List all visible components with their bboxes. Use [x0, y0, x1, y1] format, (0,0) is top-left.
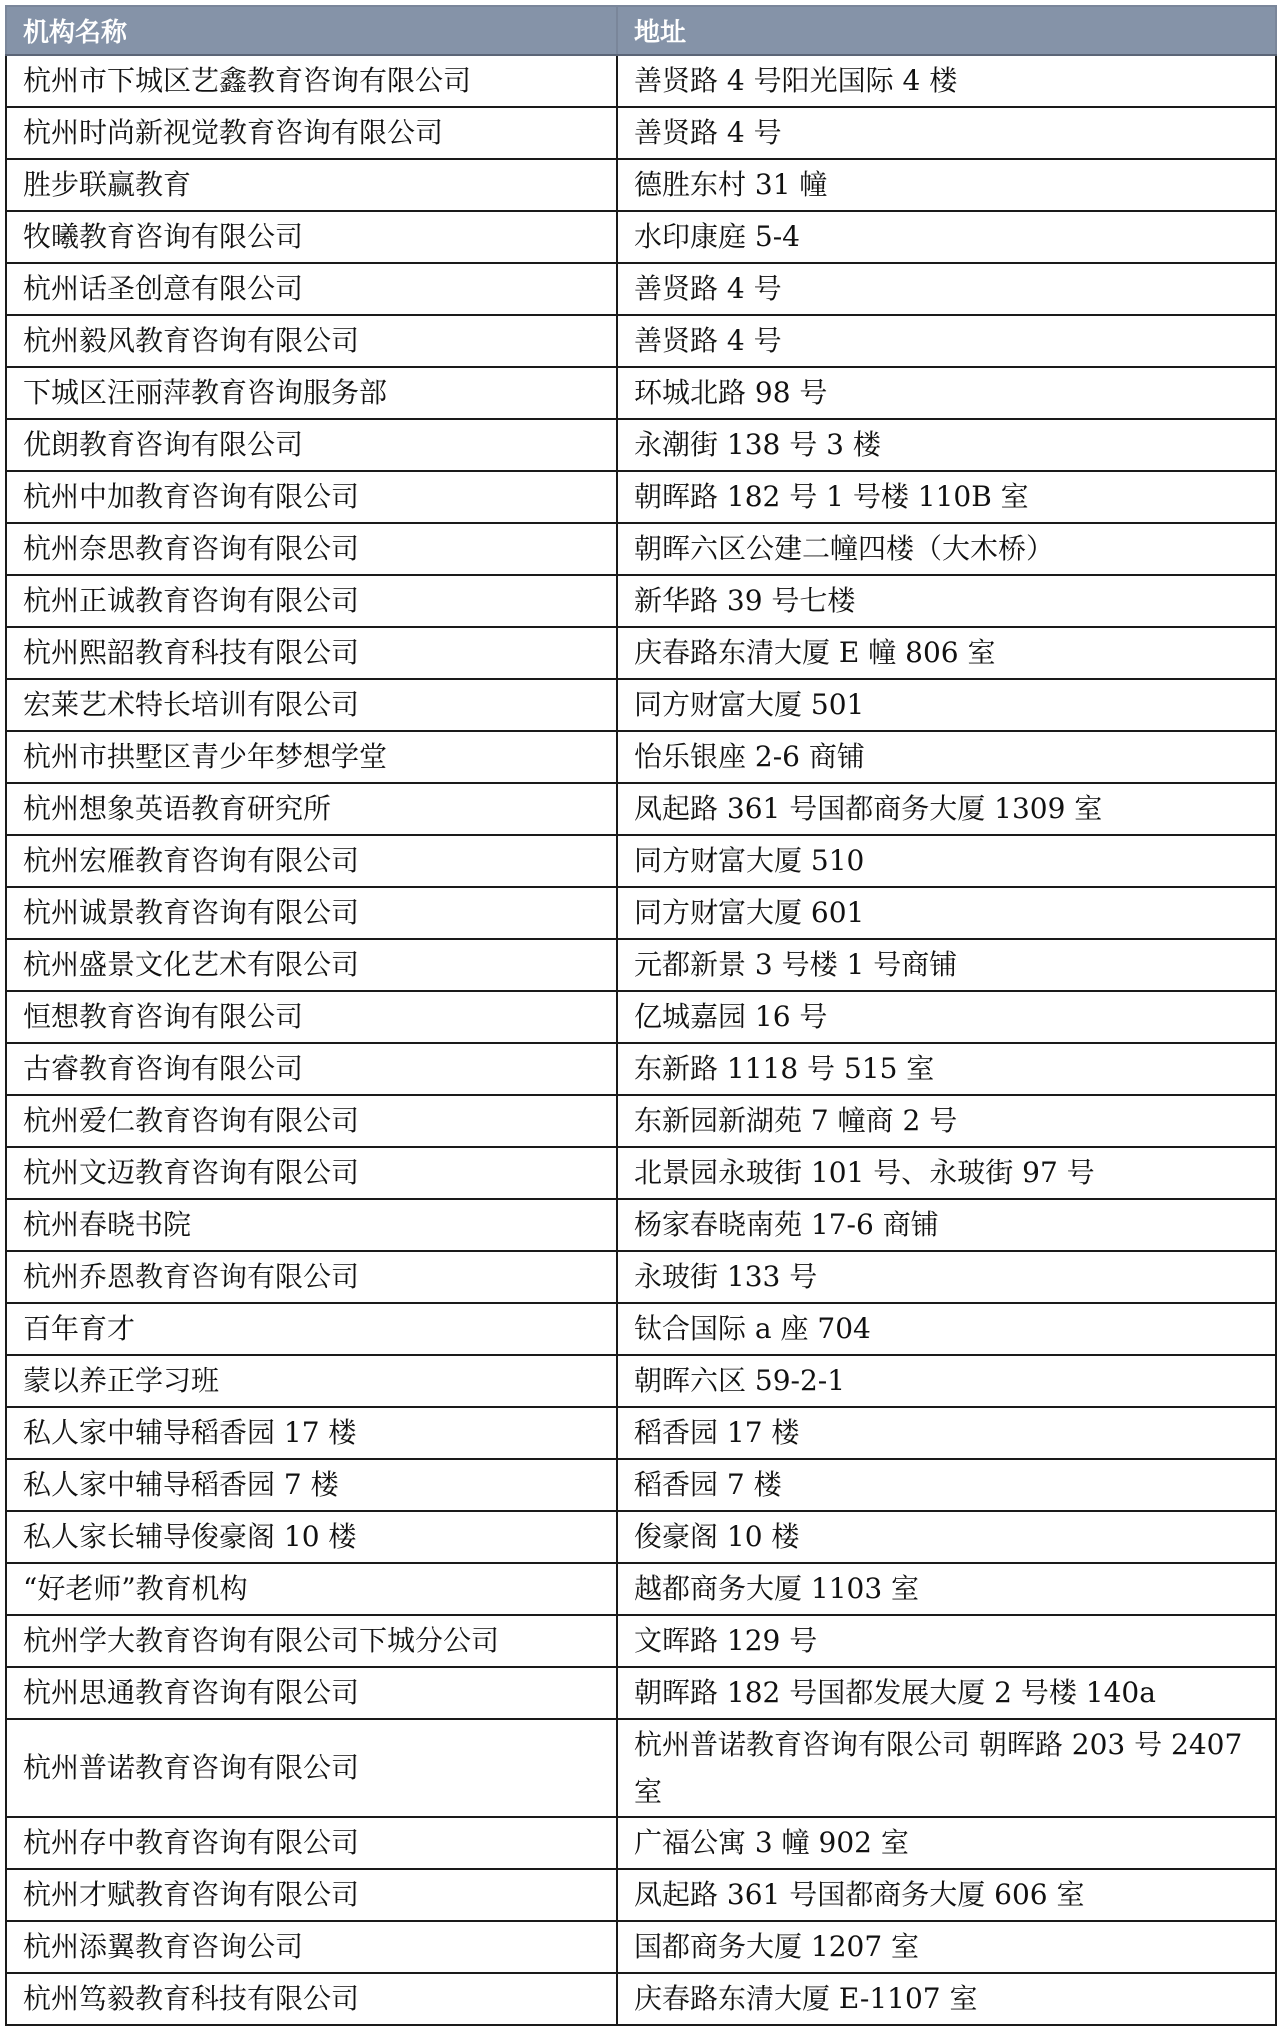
- table-row: [6, 1303, 1276, 1355]
- address-cell: 北景园永玻街 101 号、永玻街 97 号: [617, 1147, 1276, 1199]
- institution-name-cell: 宏莱艺术特长培训有限公司: [6, 679, 617, 731]
- address-cell: 杨家春晓南苑 17-6 商铺: [617, 1199, 1276, 1251]
- address-cell: 永潮街 138 号 3 楼: [617, 419, 1276, 471]
- table-row: [6, 471, 1276, 523]
- table-row: [6, 1615, 1276, 1667]
- address-cell: 水印康庭 5-4: [617, 211, 1276, 263]
- table-row: [6, 627, 1276, 679]
- institution-table: [5, 5, 1277, 2026]
- institution-name-cell: 杭州乔恩教育咨询有限公司: [6, 1251, 617, 1303]
- address-cell: 凤起路 361 号国都商务大厦 606 室: [617, 1869, 1276, 1921]
- institution-name-cell: 杭州市下城区艺鑫教育咨询有限公司: [6, 55, 617, 107]
- address-cell: 朝晖六区公建二幢四楼（大木桥）: [617, 523, 1276, 575]
- address-cell: 广福公寓 3 幢 902 室: [617, 1817, 1276, 1869]
- address-cell: 亿城嘉园 16 号: [617, 991, 1276, 1043]
- institution-name-cell: 杭州市拱墅区青少年梦想学堂: [6, 731, 617, 783]
- institution-name-cell: 私人家中辅导稻香园 7 楼: [6, 1459, 617, 1511]
- address-cell: 稻香园 7 楼: [617, 1459, 1276, 1511]
- address-cell: 善贤路 4 号: [617, 107, 1276, 159]
- table-row: [6, 835, 1276, 887]
- table-row: [6, 1095, 1276, 1147]
- institution-name-cell: 杭州春晓书院: [6, 1199, 617, 1251]
- institution-name-cell: 杭州才赋教育咨询有限公司: [6, 1869, 617, 1921]
- table-row: [6, 1921, 1276, 1973]
- table-row: [6, 523, 1276, 575]
- table-row: [6, 1719, 1276, 1817]
- table-header-row: [6, 6, 1276, 55]
- table-row: [6, 1667, 1276, 1719]
- table-row: [6, 1869, 1276, 1921]
- table-row: [6, 1511, 1276, 1563]
- table-row: [6, 159, 1276, 211]
- address-cell: 朝晖六区 59-2-1: [617, 1355, 1276, 1407]
- table-row: [6, 107, 1276, 159]
- header-address: 地址: [617, 6, 1276, 55]
- table-row: [6, 679, 1276, 731]
- institution-name-cell: 牧曦教育咨询有限公司: [6, 211, 617, 263]
- table-row: [6, 419, 1276, 471]
- address-cell: 杭州普诺教育咨询有限公司 朝晖路 203 号 2407 室: [617, 1719, 1276, 1817]
- address-cell: 钛合国际 a 座 704: [617, 1303, 1276, 1355]
- institution-address-sheet: [5, 5, 1275, 2015]
- institution-name-cell: 杭州爱仁教育咨询有限公司: [6, 1095, 617, 1147]
- table-row: [6, 263, 1276, 315]
- institution-name-cell: 杭州宏雁教育咨询有限公司: [6, 835, 617, 887]
- institution-name-cell: 杭州熙韶教育科技有限公司: [6, 627, 617, 679]
- institution-name-cell: 杭州思通教育咨询有限公司: [6, 1667, 617, 1719]
- institution-name-cell: 杭州盛景文化艺术有限公司: [6, 939, 617, 991]
- address-cell: 元都新景 3 号楼 1 号商铺: [617, 939, 1276, 991]
- header-institution-name: 机构名称: [6, 6, 617, 55]
- address-cell: 稻香园 17 楼: [617, 1407, 1276, 1459]
- institution-name-cell: 杭州时尚新视觉教育咨询有限公司: [6, 107, 617, 159]
- institution-name-cell: 杭州正诚教育咨询有限公司: [6, 575, 617, 627]
- institution-name-cell: 胜步联赢教育: [6, 159, 617, 211]
- table-row: [6, 887, 1276, 939]
- table-row: [6, 1973, 1276, 2025]
- table-row: [6, 211, 1276, 263]
- institution-name-cell: 杭州笃毅教育科技有限公司: [6, 1973, 617, 2025]
- institution-name-cell: 杭州文迈教育咨询有限公司: [6, 1147, 617, 1199]
- address-cell: 庆春路东清大厦 E-1107 室: [617, 1973, 1276, 2025]
- institution-name-cell: 杭州普诺教育咨询有限公司: [6, 1719, 617, 1817]
- address-cell: 善贤路 4 号阳光国际 4 楼: [617, 55, 1276, 107]
- institution-name-cell: 杭州诚景教育咨询有限公司: [6, 887, 617, 939]
- address-cell: 朝晖路 182 号 1 号楼 110B 室: [617, 471, 1276, 523]
- table-row: [6, 1043, 1276, 1095]
- institution-name-cell: 私人家中辅导稻香园 17 楼: [6, 1407, 617, 1459]
- address-cell: 朝晖路 182 号国都发展大厦 2 号楼 140a: [617, 1667, 1276, 1719]
- address-cell: 新华路 39 号七楼: [617, 575, 1276, 627]
- table-row: [6, 55, 1276, 107]
- table-row: [6, 1355, 1276, 1407]
- institution-name-cell: 下城区汪丽萍教育咨询服务部: [6, 367, 617, 419]
- address-cell: 凤起路 361 号国都商务大厦 1309 室: [617, 783, 1276, 835]
- institution-name-cell: 杭州学大教育咨询有限公司下城分公司: [6, 1615, 617, 1667]
- address-cell: 环城北路 98 号: [617, 367, 1276, 419]
- institution-name-cell: “好老师”教育机构: [6, 1563, 617, 1615]
- table-body: [6, 55, 1276, 2025]
- institution-name-cell: 杭州存中教育咨询有限公司: [6, 1817, 617, 1869]
- institution-name-cell: 蒙以养正学习班: [6, 1355, 617, 1407]
- institution-name-cell: 杭州添翼教育咨询公司: [6, 1921, 617, 1973]
- table-row: [6, 731, 1276, 783]
- table-row: [6, 939, 1276, 991]
- table-row: [6, 1459, 1276, 1511]
- table-row: [6, 367, 1276, 419]
- address-cell: 国都商务大厦 1207 室: [617, 1921, 1276, 1973]
- institution-name-cell: 杭州毅风教育咨询有限公司: [6, 315, 617, 367]
- address-cell: 怡乐银座 2-6 商铺: [617, 731, 1276, 783]
- institution-name-cell: 杭州话圣创意有限公司: [6, 263, 617, 315]
- institution-name-cell: 杭州中加教育咨询有限公司: [6, 471, 617, 523]
- table-row: [6, 991, 1276, 1043]
- address-cell: 同方财富大厦 510: [617, 835, 1276, 887]
- institution-name-cell: 杭州想象英语教育研究所: [6, 783, 617, 835]
- address-cell: 同方财富大厦 501: [617, 679, 1276, 731]
- institution-name-cell: 恒想教育咨询有限公司: [6, 991, 617, 1043]
- address-cell: 文晖路 129 号: [617, 1615, 1276, 1667]
- table-row: [6, 315, 1276, 367]
- table-row: [6, 1147, 1276, 1199]
- institution-name-cell: 百年育才: [6, 1303, 617, 1355]
- address-cell: 东新路 1118 号 515 室: [617, 1043, 1276, 1095]
- table-row: [6, 1251, 1276, 1303]
- institution-name-cell: 私人家长辅导俊豪阁 10 楼: [6, 1511, 617, 1563]
- table-row: [6, 783, 1276, 835]
- address-cell: 永玻街 133 号: [617, 1251, 1276, 1303]
- address-cell: 越都商务大厦 1103 室: [617, 1563, 1276, 1615]
- address-cell: 俊豪阁 10 楼: [617, 1511, 1276, 1563]
- table-row: [6, 1407, 1276, 1459]
- table-row: [6, 1563, 1276, 1615]
- address-cell: 同方财富大厦 601: [617, 887, 1276, 939]
- table-row: [6, 1817, 1276, 1869]
- institution-name-cell: 古睿教育咨询有限公司: [6, 1043, 617, 1095]
- table-row: [6, 1199, 1276, 1251]
- address-cell: 庆春路东清大厦 E 幢 806 室: [617, 627, 1276, 679]
- address-cell: 德胜东村 31 幢: [617, 159, 1276, 211]
- address-cell: 善贤路 4 号: [617, 263, 1276, 315]
- address-cell: 东新园新湖苑 7 幢商 2 号: [617, 1095, 1276, 1147]
- address-cell: 善贤路 4 号: [617, 315, 1276, 367]
- institution-name-cell: 优朗教育咨询有限公司: [6, 419, 617, 471]
- institution-name-cell: 杭州奈思教育咨询有限公司: [6, 523, 617, 575]
- table-row: [6, 575, 1276, 627]
